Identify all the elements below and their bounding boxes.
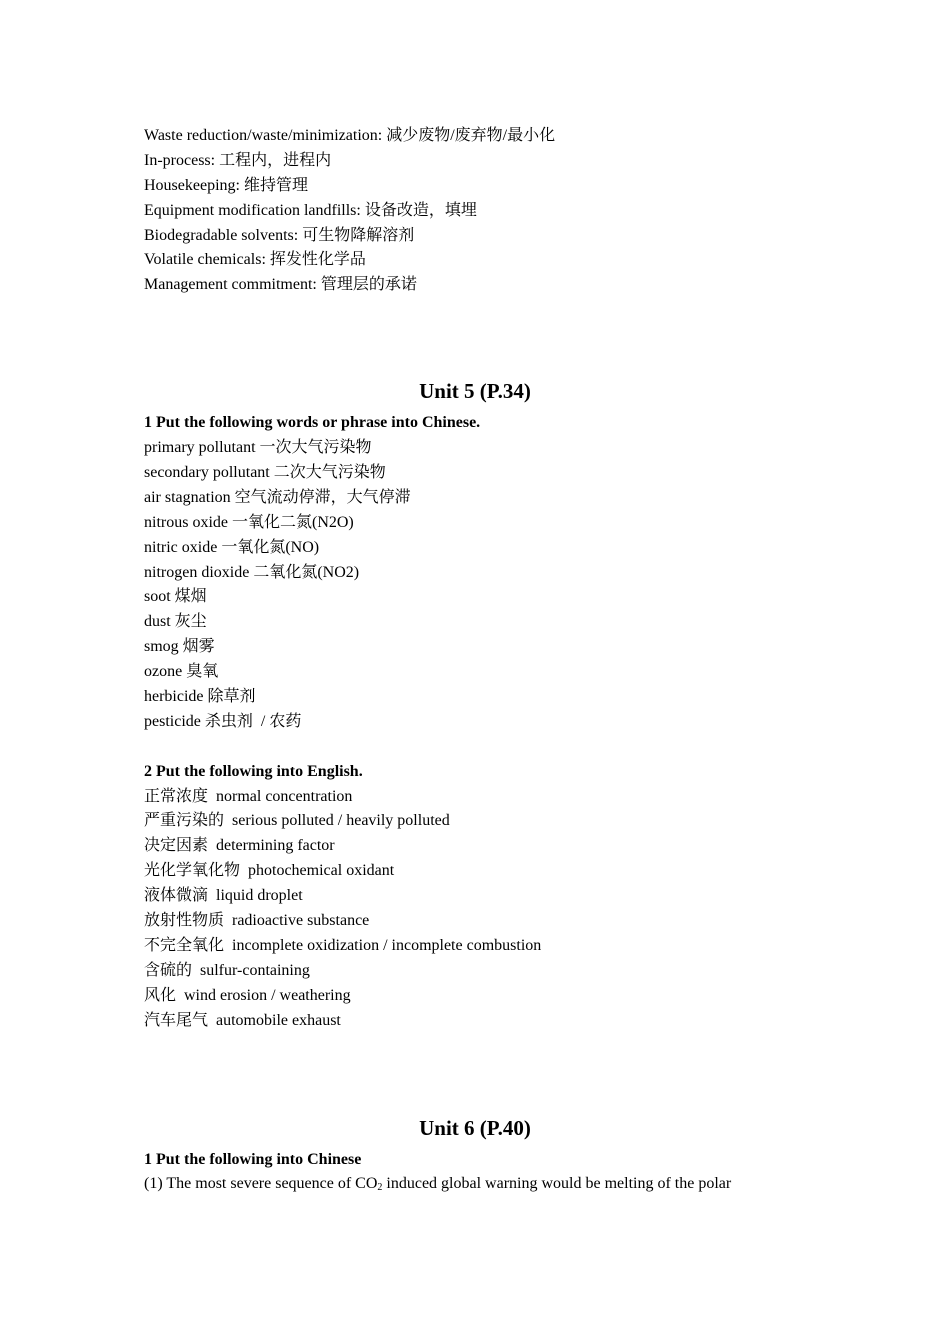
unit5-section1-heading: 1 Put the following words or phrase into Chinese. — [144, 414, 481, 432]
spacer — [144, 735, 808, 760]
list-item: nitrogen dioxide 二氧化氮(NO2) — [144, 563, 360, 581]
list-item: 正常浓度 normal concentration — [144, 787, 353, 805]
spacer — [144, 1034, 808, 1108]
unit6-section1-heading: 1 Put the following into Chinese — [144, 1150, 362, 1168]
spacer — [144, 298, 808, 371]
list-item: 汽车尾气 automobile exhaust — [144, 1011, 341, 1029]
list-item: Volatile chemicals: 挥发性化学品 — [144, 251, 366, 269]
list-item: Housekeeping: 维持管理 — [144, 176, 308, 194]
list-item: nitric oxide 一氧化氮(NO) — [144, 538, 320, 556]
list-item: 严重污染的 serious polluted / heavily polluted — [144, 812, 450, 830]
list-item: smog 烟雾 — [144, 638, 215, 656]
list-item: 风化 wind erosion / weathering — [144, 986, 351, 1004]
list-item: 放射性物质 radioactive substance — [144, 912, 370, 930]
sentence-text: induced global warning would be melting of the polar — [382, 1175, 732, 1193]
list-item: 不完全氧化 incomplete oxidization / incomplete combustion — [144, 936, 542, 954]
list-item: pesticide 杀虫剂 / 农药 — [144, 712, 302, 730]
list-item: nitrous oxide 一氧化二氮(N2O) — [144, 513, 354, 531]
unit5-section2-heading: 2 Put the following into English. — [144, 762, 363, 780]
sentence-text: (1) The most severe sequence of CO — [144, 1175, 378, 1193]
list-item: 光化学氧化物 photochemical oxidant — [144, 862, 395, 880]
intro-term-list — [144, 124, 808, 298]
list-item: 含硫的 sulfur-containing — [144, 961, 310, 979]
list-item: secondary pollutant 二次大气污染物 — [144, 464, 386, 482]
list-item: air stagnation 空气流动停滞，大气停滞 — [144, 488, 411, 506]
list-item: Biodegradable solvents: 可生物降解溶剂 — [144, 226, 415, 244]
list-item: Equipment modification landfills: 设备改造，填埋 — [144, 201, 477, 219]
list-item: In-process: 工程内，进程内 — [144, 151, 332, 169]
list-item: dust 灰尘 — [144, 613, 207, 631]
list-item: Management commitment: 管理层的承诺 — [144, 276, 417, 294]
list-item: ozone 臭氧 — [144, 663, 219, 681]
unit5-title: Unit 5 (P.34) — [419, 379, 531, 404]
list-item: soot 煤烟 — [144, 588, 207, 606]
list-item: 液体微滴 liquid droplet — [144, 887, 303, 905]
subscript: 2 — [377, 1182, 383, 1194]
unit5-section1-list — [144, 436, 808, 735]
unit6-section — [144, 1108, 808, 1198]
document-page — [144, 124, 808, 1197]
unit5-section2-list — [144, 785, 808, 1034]
unit6-sentence-1 — [144, 1172, 808, 1197]
list-item: 决定因素 determining factor — [144, 837, 335, 855]
unit5-section — [144, 371, 808, 1033]
unit6-title: Unit 6 (P.40) — [419, 1115, 531, 1140]
list-item: primary pollutant 一次大气污染物 — [144, 439, 372, 457]
list-item: Waste reduction/waste/minimization: 减少废物/废弃物/最小化 — [144, 127, 556, 144]
list-item: herbicide 除草剂 — [144, 688, 256, 706]
